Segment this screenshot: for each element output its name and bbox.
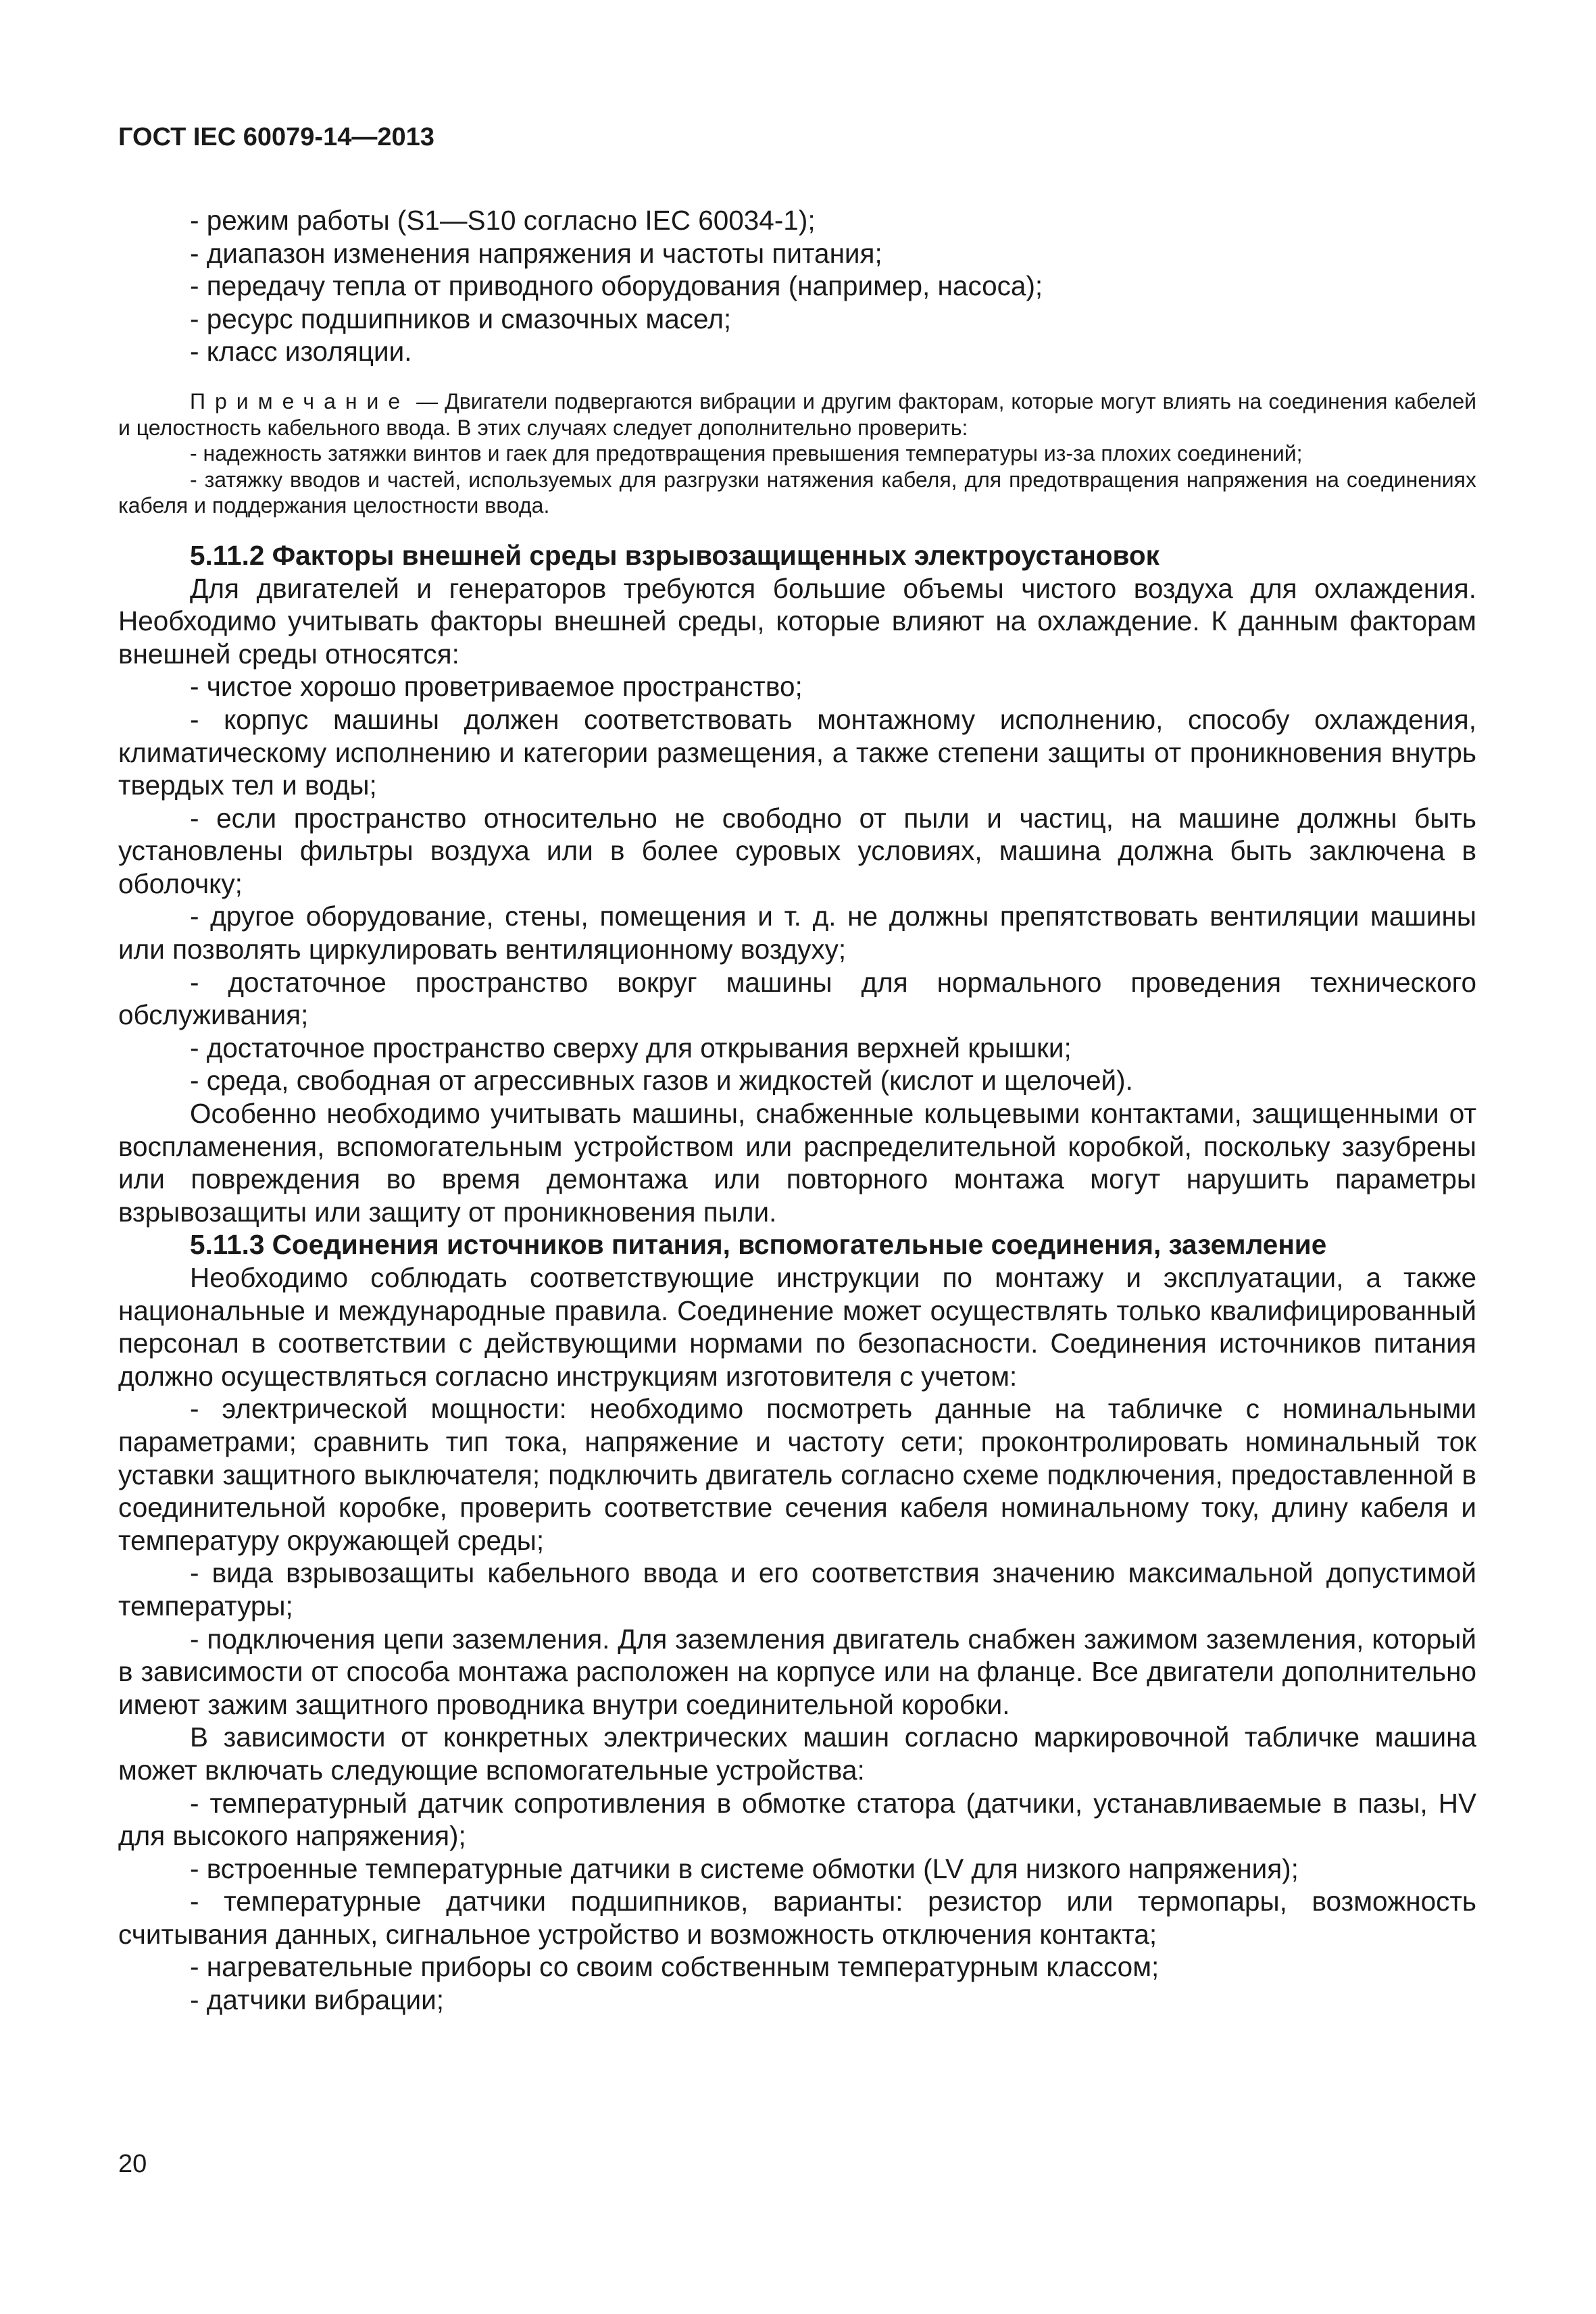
list-item: - достаточное пространство вокруг машины для нормального проведения технического обслуживания; bbox=[118, 966, 1476, 1031]
page-body bbox=[118, 204, 1476, 2017]
list-item: - класс изоляции. bbox=[190, 336, 412, 368]
aux-intro: В зависимости от конкретных электрических машин согласно маркировочной табличке машина может включать следующие вспомогательные устройства: bbox=[118, 1721, 1476, 1786]
list-item: - корпус машины должен соответствовать монтажному исполнению, способу охлаждения, климатическому исполнению и категории размещения, а также степени защиты от проникновения внутрь твердых тел и воды; bbox=[118, 703, 1476, 801]
section-closing: Особенно необходимо учитывать машины, снабженные кольцевыми контактами, защищенными от воспламенения, вспомогательным устройством или распределительной коробкой, поскольку зазубрены или повреждения во время демонтажа или повторного монтажа могут нарушить параметры взрывозащиты или защиту от проникновения пыли. bbox=[118, 1098, 1476, 1228]
list-item: - достаточное пространство сверху для открывания верхней крышки; bbox=[190, 1032, 1072, 1063]
list-item: - среда, свободная от агрессивных газов и жидкостей (кислот и щелочей). bbox=[190, 1065, 1133, 1097]
note-block bbox=[118, 388, 1476, 519]
list-item: - встроенные температурные датчики в системе обмотки (LV для низкого напряжения); bbox=[190, 1853, 1299, 1884]
list-item: - вида взрывозащиты кабельного ввода и его соответствия значению максимальной допустимой температуры; bbox=[118, 1557, 1476, 1621]
note-label: Примечание bbox=[190, 388, 410, 413]
list-item: - передачу тепла от приводного оборудования (например, насоса); bbox=[190, 270, 1043, 302]
list-item: - электрической мощности: необходимо посмотреть данные на табличке с номинальными параметрами; сравнить тип тока, напряжение и частоту сети; проконтролировать номинальный ток уставки защитного выключателя; подключить двигатель согласно схеме подключения, предоставленной в соединительной коробке, проверить соответствие сечения кабеля номинальному току, длину кабеля и температуру окружающей среды; bbox=[118, 1393, 1476, 1556]
list-item: - нагревательные приборы со своим собственным температурным классом; bbox=[190, 1951, 1159, 1983]
section-heading-5-11-2: 5.11.2 Факторы внешней среды взрывозащищенных электроустановок bbox=[190, 539, 1159, 571]
page-number: 20 bbox=[118, 2150, 147, 2178]
list-item: - чистое хорошо проветриваемое пространство; bbox=[190, 671, 803, 703]
list-item: - подключения цепи заземления. Для заземления двигатель снабжен зажимом заземления, который в зависимости от способа монтажа расположен на корпусе или на фланце. Все двигатели дополнительно имеют зажим защитного проводника внутри соединительной коробки. bbox=[118, 1623, 1476, 1720]
note-item: - затяжку вводов и частей, используемых для разгрузки натяжения кабеля, для предотвращения напряжения на соединениях кабеля и поддержания целостности ввода. bbox=[118, 467, 1476, 518]
section-intro: Необходимо соблюдать соответствующие инструкции по монтажу и эксплуатации, а также национальные и международные правила. Соединение может осуществлять только квалифицированный персонал в соответствии с действующими нормами по безопасности. Соединения источников питания должно осуществляться согласно инструкциям изготовителя с учетом: bbox=[118, 1262, 1476, 1392]
section-heading-5-11-3: 5.11.3 Соединения источников питания, вспомогательные соединения, заземление bbox=[190, 1229, 1327, 1261]
list-item: - диапазон изменения напряжения и частоты питания; bbox=[190, 237, 882, 269]
note-paragraph bbox=[118, 388, 1476, 441]
note-item: - надежность затяжки винтов и гаек для предотвращения превышения температуры из-за плохих соединений; bbox=[190, 441, 1303, 466]
document-header: ГОСТ IEC 60079-14—2013 bbox=[118, 123, 434, 151]
list-item: - режим работы (S1—S10 согласно IEC 60034-1); bbox=[190, 205, 816, 236]
list-item: - другое оборудование, стены, помещения и т. д. не должны препятствовать вентиляции машины или позволять циркулировать вентиляционному воздуху; bbox=[118, 901, 1476, 965]
list-item: - ресурс подшипников и смазочных масел; bbox=[190, 303, 732, 334]
list-item: - температурный датчик сопротивления в обмотке статора (датчики, устанавливаемые в пазы, HV для высокого напряжения); bbox=[118, 1787, 1476, 1852]
list-item: - если пространство относительно не свободно от пыли и частиц, на машине должны быть установлены фильтры воздуха или в более суровых условиях, машина должна быть заключена в оболочку; bbox=[118, 802, 1476, 899]
list-item: - температурные датчики подшипников, варианты: резистор или термопары, возможность считывания данных, сигнальное устройство и возможность отключения контакта; bbox=[118, 1886, 1476, 1950]
section-intro: Для двигателей и генераторов требуются большие объемы чистого воздуха для охлаждения. Необходимо учитывать факторы внешней среды, которые влияют на охлаждение. К данным факторам внешней среды относятся: bbox=[118, 572, 1476, 670]
list-item: - датчики вибрации; bbox=[190, 1984, 444, 2016]
note-text: — Двигатели подвергаются вибрации и другим факторам, которые могут влиять на соединения кабелей и целостность кабельного ввода. В этих случаях следует дополнительно проверить: bbox=[118, 388, 1476, 440]
